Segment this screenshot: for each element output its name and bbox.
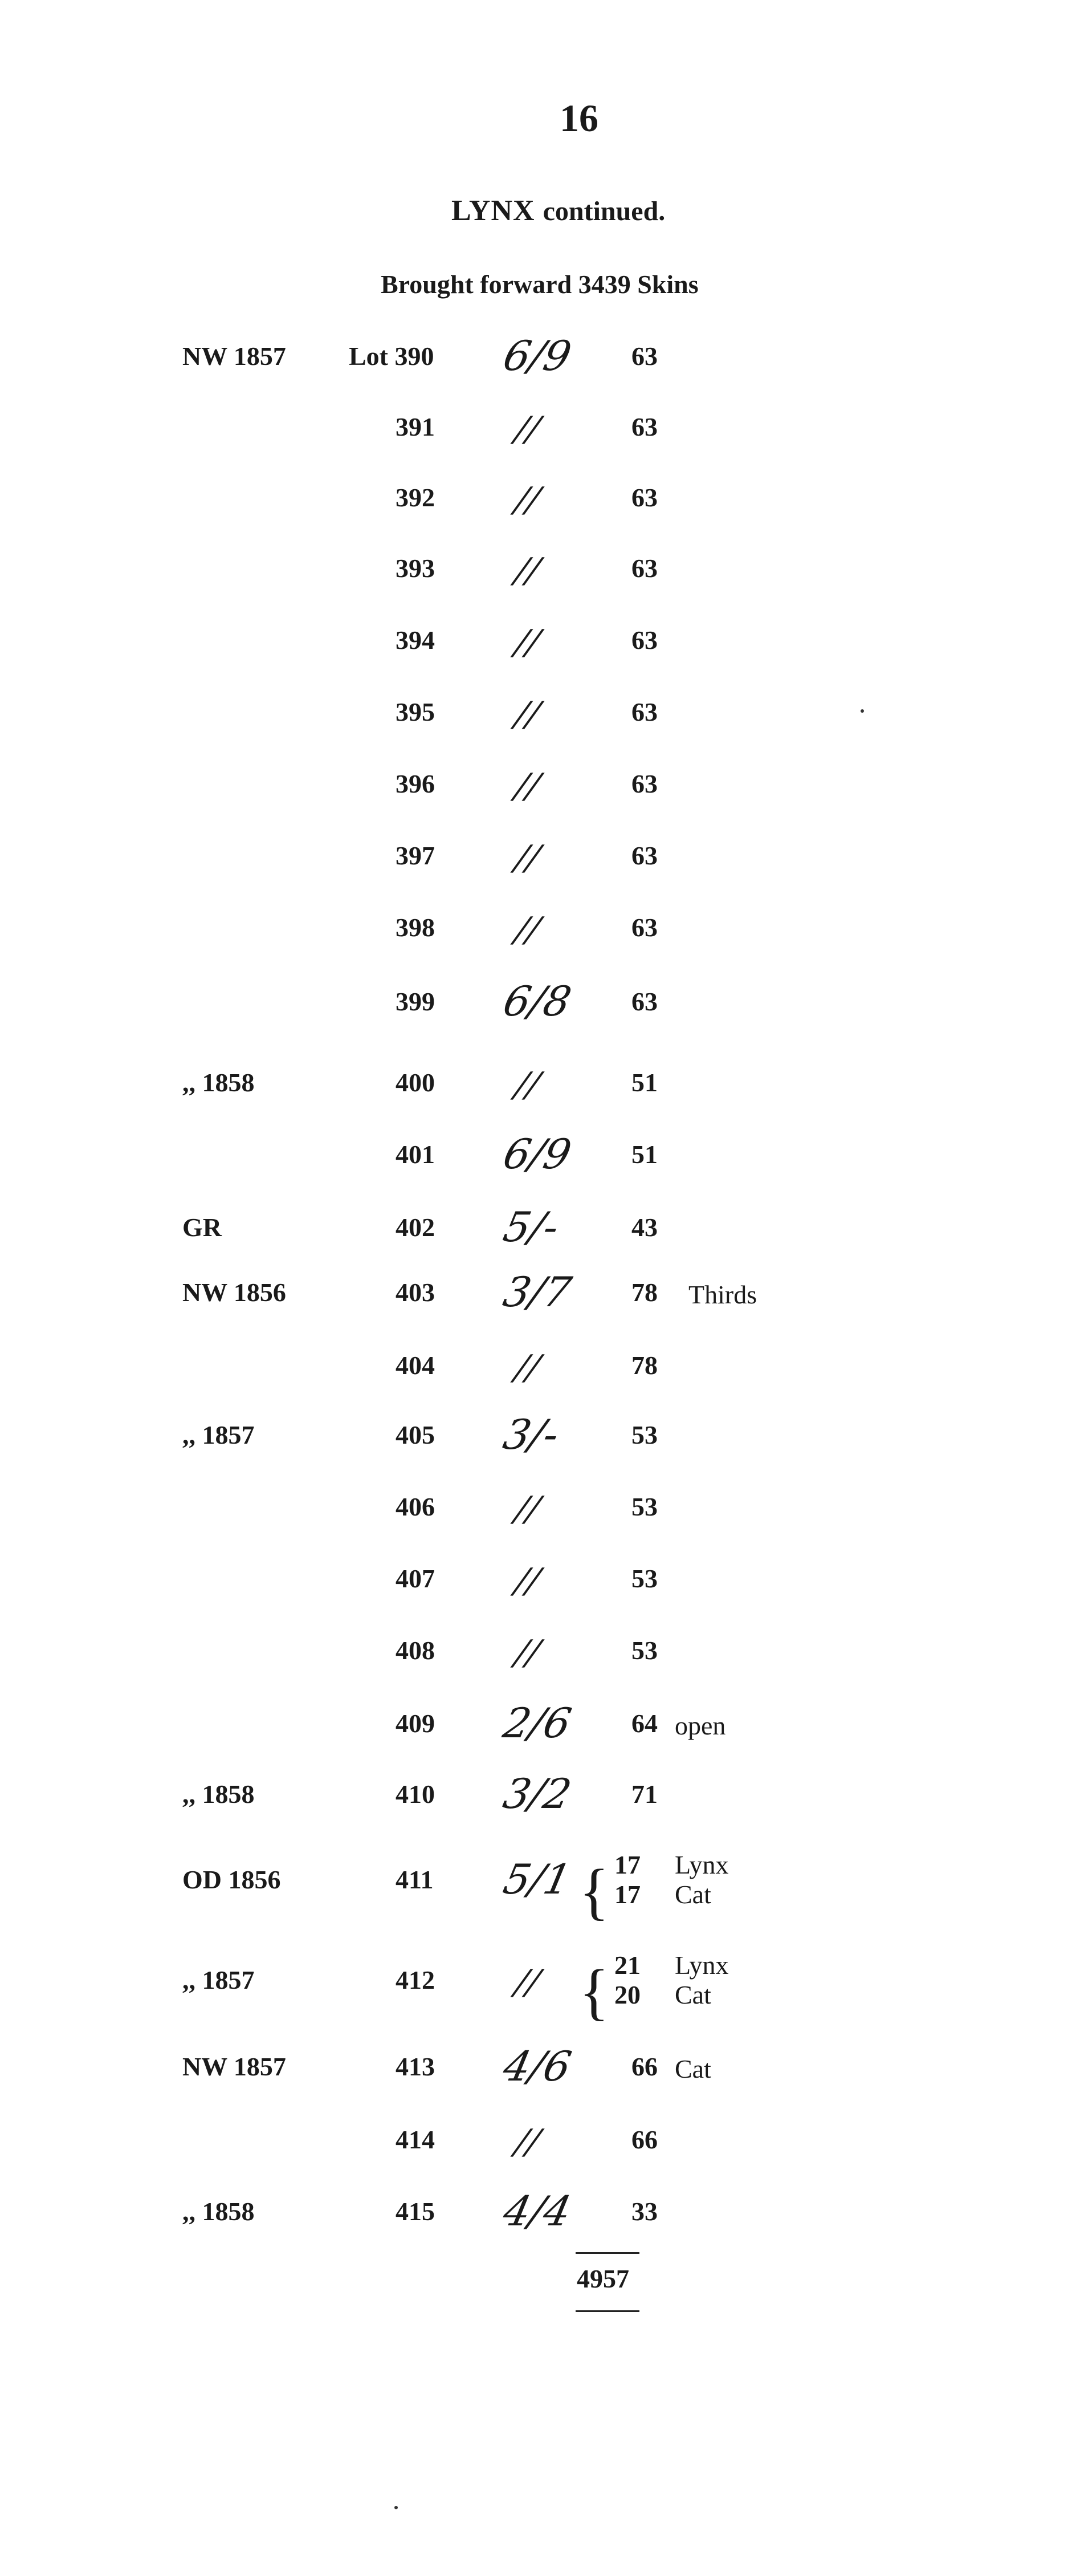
row-origin: ,, 1858 [182,2197,255,2226]
row-count: 43 [631,1213,658,1242]
row-note: Lynx [675,1951,729,1980]
row-note: Thirds [688,1280,757,1309]
row-price: 2/6 [499,1699,576,1747]
row-lot-number: 395 [396,697,435,726]
row-count: 53 [631,1636,658,1665]
row-count: 53 [631,1564,658,1593]
row-origin: NW 1857 [182,2052,286,2081]
row-lot-number: 408 [396,1636,435,1665]
title-suffix: continued. [543,196,666,226]
row-count: 64 [631,1709,658,1738]
row-price: // [512,1065,544,1105]
stray-mark [394,2506,398,2509]
total-rule-top [576,2252,639,2254]
row-price: // [512,551,544,591]
row-price: // [512,1489,544,1529]
row-lot-number: 413 [396,2052,435,2081]
row-count: 17 [614,1850,641,1879]
row-price: 3/2 [499,1770,576,1818]
row-price: // [512,623,544,663]
row-count: 63 [631,769,658,798]
row-origin: OD 1856 [182,1865,281,1894]
row-price: 5/- [499,1203,564,1251]
row-lot-number: 402 [396,1213,435,1242]
row-lot-number: 415 [396,2197,435,2226]
row-lot-number: 401 [396,1140,435,1169]
row-lot-number: 405 [396,1420,435,1449]
row-origin: ,, 1857 [182,1965,255,1994]
row-note: Cat [675,2054,711,2083]
row-count: 63 [631,625,658,655]
row-lot-number: 410 [396,1779,435,1809]
row-count: 21 [614,1951,641,1980]
row-price: // [512,1633,544,1673]
row-price: // [512,2122,544,2162]
row-note: open [675,1711,726,1740]
row-count: 53 [631,1420,658,1449]
row-price: // [512,910,544,950]
row-count: 63 [631,987,658,1016]
row-price: 6/9 [499,1130,576,1178]
row-lot-number: 398 [396,913,435,942]
row-lot-number: 396 [396,769,435,798]
row-lot-number: 403 [396,1278,435,1307]
title-main: LYNX [451,194,535,227]
row-count: 63 [631,483,658,512]
row-price: // [512,1561,544,1601]
row-count-second: 20 [614,1980,641,2009]
row-count: 33 [631,2197,658,2226]
row-lot-number: 404 [396,1351,435,1380]
row-price: 4/4 [499,2187,576,2235]
row-note-second: Cat [675,1880,711,1909]
row-origin: GR [182,1213,222,1242]
row-lot-number: 391 [396,412,435,441]
row-count: 63 [631,342,658,371]
row-price: // [512,1348,544,1388]
row-lot-number: 412 [396,1965,435,1994]
row-price: 4/6 [499,2042,576,2090]
row-lot-number: 393 [396,554,435,583]
row-lot-number: 397 [396,841,435,870]
row-origin: ,, 1858 [182,1779,255,1809]
row-lot-number: 409 [396,1709,435,1738]
row-lot-number: 411 [396,1865,434,1894]
row-count: 63 [631,554,658,583]
brought-forward: Brought forward 3439 Skins [381,270,699,299]
row-lot-number: 414 [396,2125,435,2154]
row-count: 63 [631,913,658,942]
row-price: 3/- [499,1411,564,1458]
row-count: 71 [631,1779,658,1809]
row-origin: NW 1857 [182,342,286,371]
row-count: 53 [631,1492,658,1521]
row-price: // [512,480,544,520]
row-lot-number: 392 [396,483,435,512]
row-lot-number: Lot 390 [349,342,434,371]
row-price: // [512,694,544,734]
row-origin: NW 1856 [182,1278,286,1307]
row-price: // [512,766,544,806]
page-title [451,194,665,227]
stray-mark [861,709,864,713]
row-note: Lynx [675,1850,729,1879]
row-lot-number: 406 [396,1492,435,1521]
row-price: // [512,409,544,449]
row-count: 78 [631,1351,658,1380]
row-note-second: Cat [675,1980,711,2009]
row-count: 66 [631,2125,658,2154]
row-origin: ,, 1857 [182,1420,255,1449]
row-count: 78 [631,1278,658,1307]
page-number: 16 [560,96,598,140]
row-price: // [512,1963,544,2002]
row-count: 63 [631,841,658,870]
row-price: // [512,838,544,878]
total-rule-bottom [576,2310,639,2312]
row-count: 63 [631,697,658,726]
row-count: 63 [631,412,658,441]
row-count-second: 17 [614,1880,641,1909]
row-price: 3/7 [499,1268,576,1316]
row-price: 6/8 [499,977,576,1025]
row-price: 6/9 [499,332,576,380]
row-count: 66 [631,2052,658,2081]
row-lot-number: 407 [396,1564,435,1593]
row-lot-number: 400 [396,1068,435,1097]
row-lot-number: 399 [396,987,435,1016]
row-count: 51 [631,1068,658,1097]
brace-mark: { [579,1856,609,1926]
row-origin: ,, 1858 [182,1068,255,1097]
brace-mark: { [579,1957,609,2026]
row-count: 51 [631,1140,658,1169]
row-lot-number: 394 [396,625,435,655]
total-count: 4957 [577,2264,629,2293]
row-price: 5/1 [499,1855,576,1903]
